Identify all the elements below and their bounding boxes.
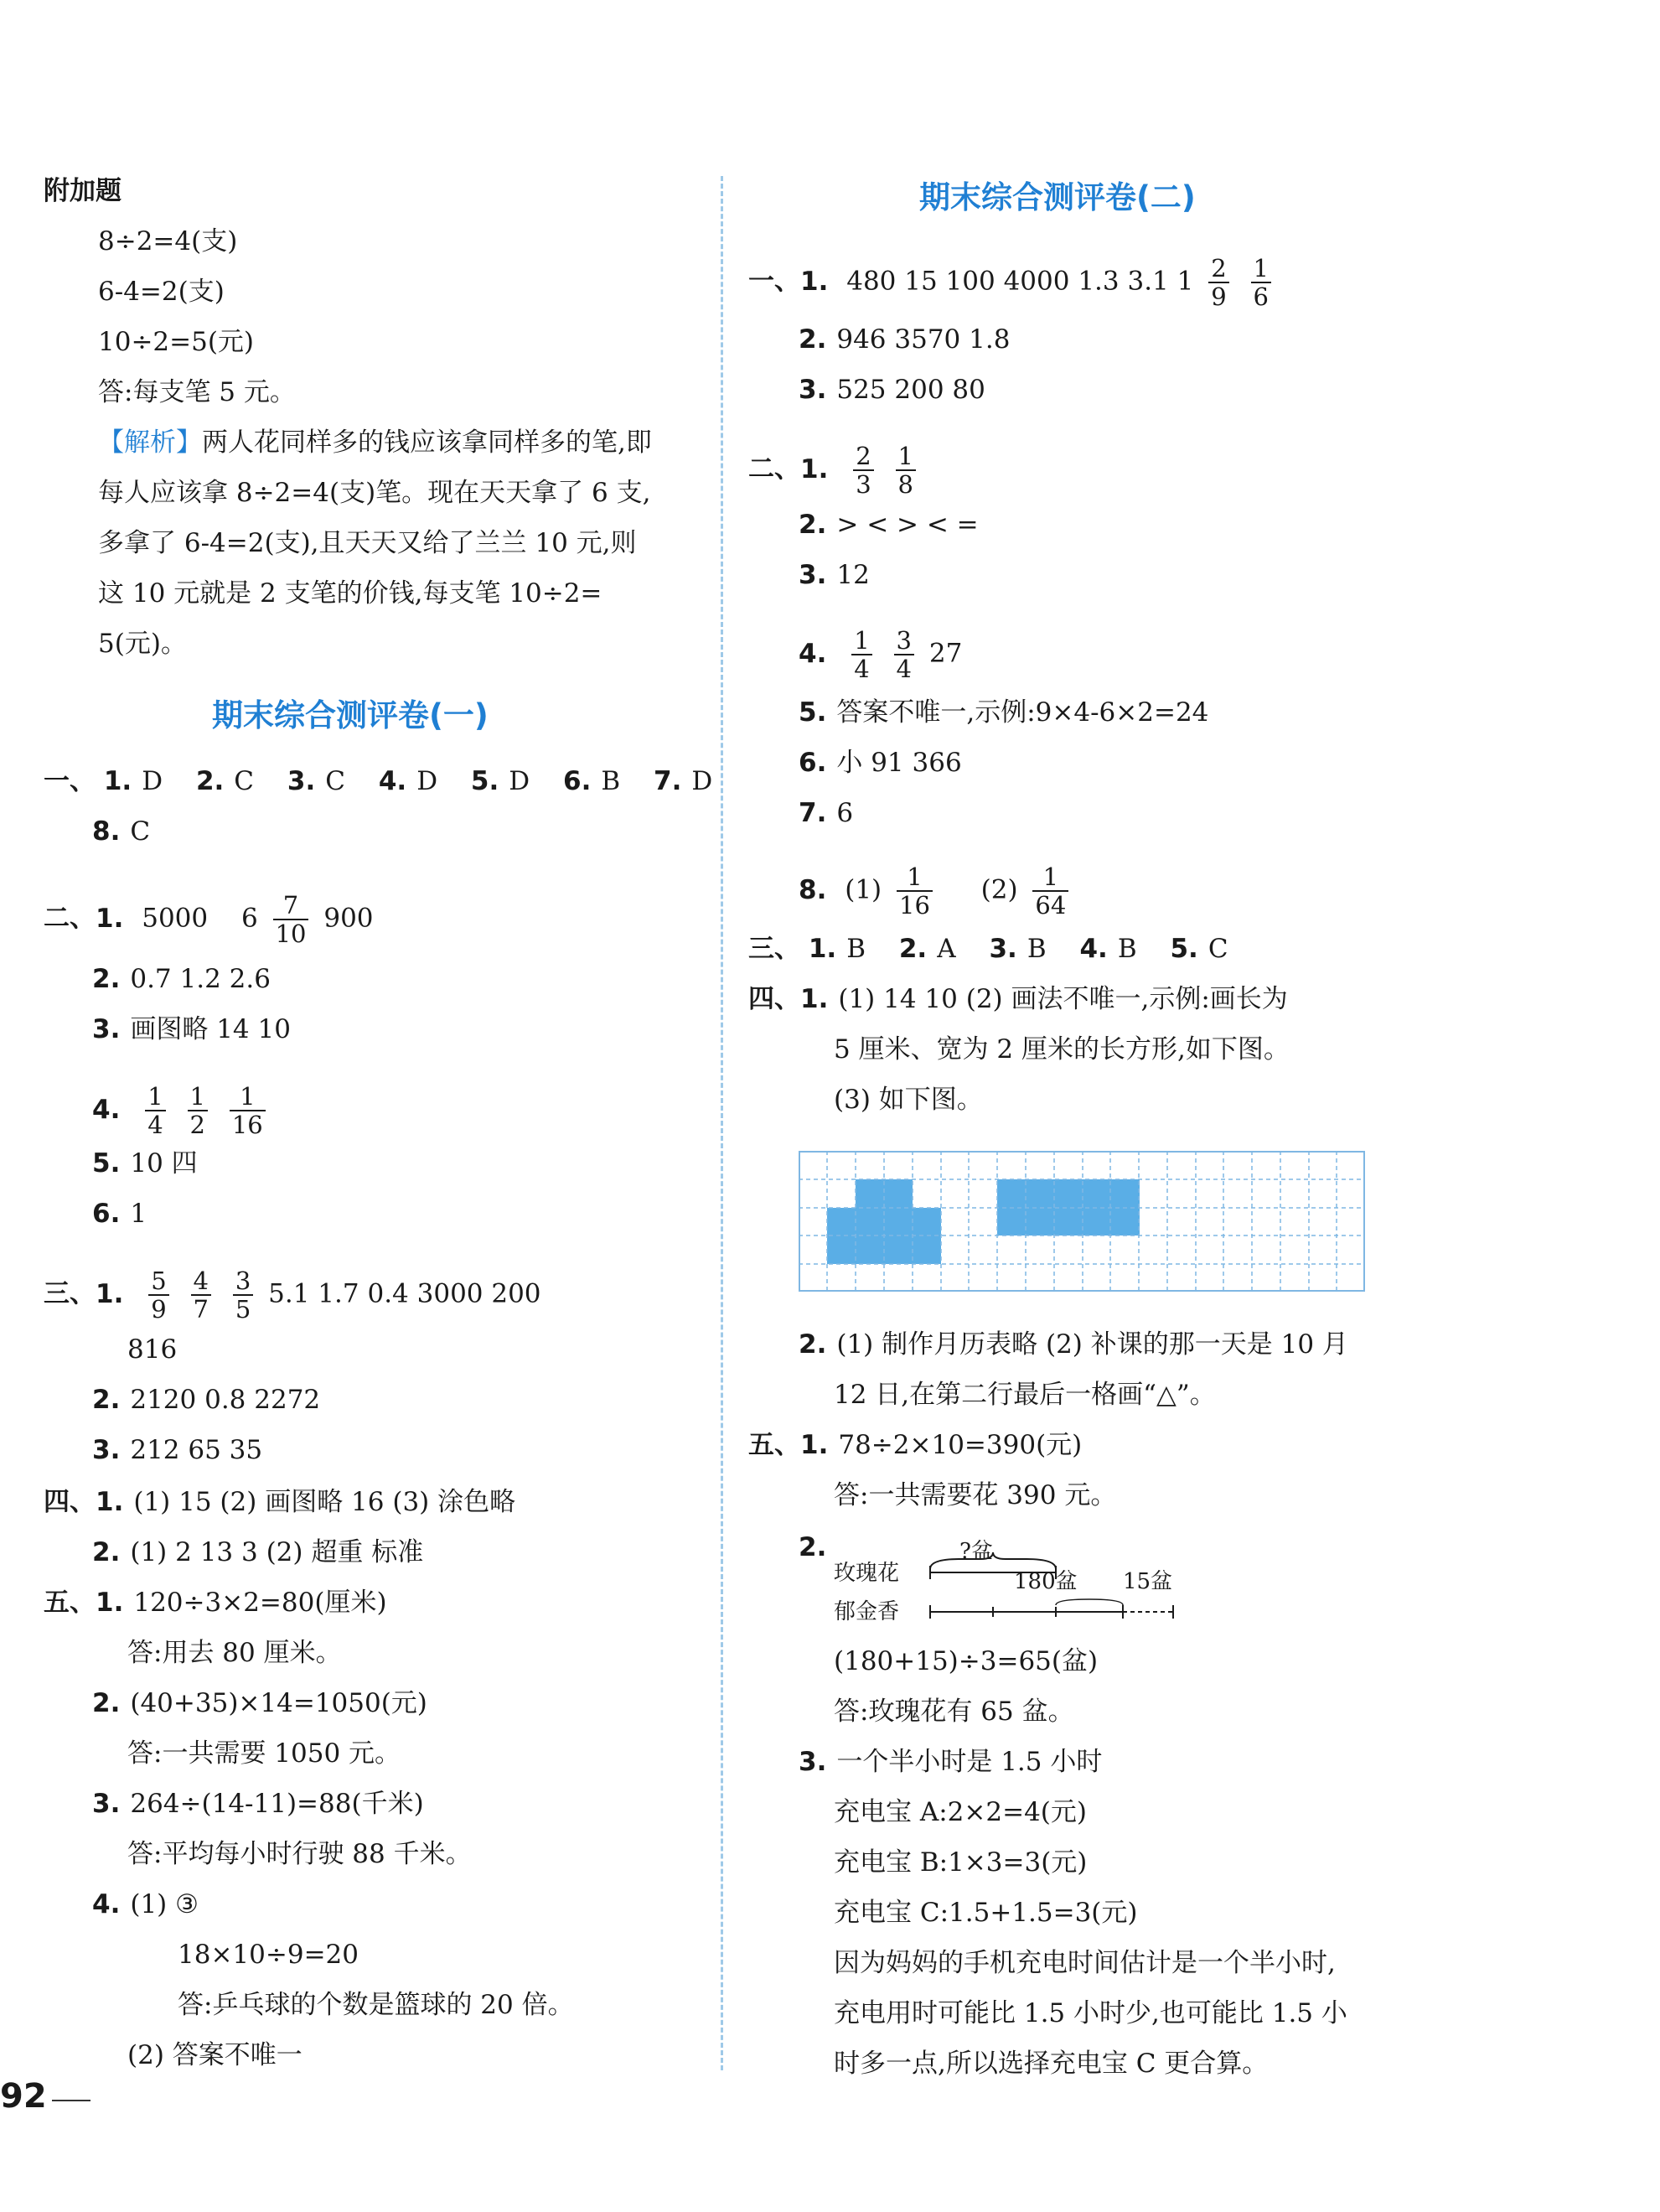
exam2-s5-3-b: 充电宝 B:1×3=3(元): [834, 1847, 1088, 1878]
exam1-s3-1: 三、1. $\frac{5}{9}$ $\frac{4}{7}$ $\frac{3}{5}$ 5.1 1.7 0.4 3000 200: [44, 1267, 541, 1324]
exam2-s2-6: 6. 小 91 366: [799, 748, 962, 778]
exam2-s4-2: 2. (1) 制作月历表略 (2) 补课的那一天是 10 月: [799, 1329, 1348, 1360]
analysis-line-1: 【解析】两人花同样多的钱应该拿同样多的笔,即: [98, 427, 652, 458]
exam2-s5-2-number: 2.: [799, 1532, 827, 1562]
fraction: $\frac{1}{16}$: [897, 863, 933, 919]
fraction: $\frac{2}{9}$: [1208, 255, 1228, 310]
fraction: $\frac{4}{7}$: [191, 1267, 211, 1323]
exam1-s5-4-calc: 18×10÷9=20: [178, 1940, 359, 1970]
exam1-s5-4-answer: 答:乒乓球的个数是篮球的 20 倍。: [178, 1990, 574, 2020]
exam2-s5-3-reason-2: 充电用时可能比 1.5 小时少,也可能比 1.5 小: [834, 1998, 1347, 2028]
fraction: $\frac{2}{3}$: [853, 443, 873, 498]
exam2-s2-8: 8. (1) $\frac{1}{16}$ (2) $\frac{1}{64}$: [799, 863, 1075, 919]
extra-line-3: 10÷2=5(元): [98, 327, 255, 357]
exam2-s2-3: 3. 12: [799, 560, 870, 590]
exam2-s5-1-answer: 答:一共需要花 390 元。: [834, 1480, 1117, 1510]
analysis-line-5: 5(元)。: [98, 629, 187, 659]
fraction: $\frac{7}{10}$: [273, 892, 309, 947]
exam2-s2-7: 7. 6: [799, 798, 854, 828]
exam2-s1-2: 2. 946 3570 1.8: [799, 324, 1011, 355]
exam1-s2-5: 5. 10 四: [92, 1148, 198, 1179]
exam1-s5-1: 五、1. 120÷3×2=80(厘米): [44, 1588, 387, 1618]
fraction: $\frac{1}{8}$: [896, 443, 916, 498]
fraction: $\frac{1}{4}$: [851, 627, 871, 682]
diagram-question-label: ?盆: [959, 1539, 993, 1564]
exam2-s1-1: 一、1. 480 15 100 4000 1.3 3.1 1 $\frac{2}{9}$ $\frac{1}{6}$: [748, 255, 1278, 310]
exam1-title: 期末综合测评卷(一): [212, 697, 489, 733]
exam2-s5-3-c: 充电宝 C:1.5+1.5=3(元): [834, 1898, 1138, 1928]
exam2-s4-1-cont: 5 厘米、宽为 2 厘米的长方形,如下图。: [834, 1034, 1290, 1065]
analysis-line-2: 每人应该拿 8÷2=4(支)笔。现在天天拿了 6 支,: [98, 478, 651, 508]
exam1-s4-1: 四、1. (1) 15 (2) 画图略 16 (3) 涂色略: [44, 1487, 516, 1517]
diagram-tulip-label: 郁金香: [834, 1599, 900, 1624]
exam1-s5-3-answer: 答:平均每小时行驶 88 千米。: [127, 1839, 472, 1869]
fraction: $\frac{3}{5}$: [233, 1267, 253, 1323]
diagram-length-label: 180盆: [1014, 1569, 1078, 1594]
exam2-s1-3: 3. 525 200 80: [799, 375, 985, 405]
exam1-s2-2: 2. 0.7 1.2 2.6: [92, 964, 271, 994]
page-number: 92: [0, 2077, 47, 2116]
extra-line-4: 答:每支笔 5 元。: [98, 377, 296, 407]
exam1-s5-3: 3. 264÷(14-11)=88(千米): [92, 1789, 424, 1819]
exam1-s2-6: 6. 1: [92, 1199, 147, 1229]
exam2-s5-3-reason-3: 时多一点,所以选择充电宝 C 更合算。: [834, 2049, 1269, 2079]
exam2-s2-5: 5. 答案不唯一,示例:9×4-6×2=24: [799, 697, 1209, 728]
exam1-s2-3: 3. 画图略 14 10: [92, 1014, 291, 1044]
grid-figure: [799, 1151, 1365, 1292]
exam2-s5-1: 五、1. 78÷2×10=390(元): [748, 1430, 1083, 1460]
fraction: $\frac{1}{64}$: [1032, 863, 1068, 919]
exam1-s5-2-answer: 答:一共需要 1050 元。: [127, 1738, 401, 1769]
diagram-lines: [834, 1534, 1186, 1626]
exam1-s3-2: 2. 2120 0.8 2272: [92, 1385, 321, 1415]
extra-heading: 附加题: [44, 176, 122, 206]
exam1-s3-3: 3. 212 65 35: [92, 1435, 263, 1465]
exam1-s5-1-answer: 答:用去 80 厘米。: [127, 1638, 342, 1668]
exam2-s4-1-part3: (3) 如下图。: [834, 1085, 983, 1115]
diagram-extra-label: 15盆: [1123, 1569, 1173, 1594]
analysis-line-3: 多拿了 6-4=2(支),且天天又给了兰兰 10 元,则: [98, 528, 637, 558]
exam2-s2-1: 二、1. $\frac{2}{3}$ $\frac{1}{8}$: [748, 443, 923, 498]
exam2-s4-1: 四、1. (1) 14 10 (2) 画法不唯一,示例:画长为: [748, 984, 1288, 1014]
fraction: $\frac{3}{4}$: [894, 627, 914, 682]
exam1-s1-row2: 8. C: [92, 816, 151, 847]
diagram-rose-label: 玫瑰花: [834, 1561, 900, 1586]
exam1-s1-row1: 一、 1. D 2. C 3. C 4. D 5. D 6. B 7. D: [44, 766, 713, 796]
exam2-s5-3-a: 充电宝 A:2×2=4(元): [834, 1797, 1087, 1827]
exam2-s5-3-reason-1: 因为妈妈的手机充电时间估计是一个半小时,: [834, 1948, 1336, 1978]
exam2-s5-2-answer: 答:玫瑰花有 65 盆。: [834, 1697, 1074, 1727]
exam2-s2-4: 4. $\frac{1}{4}$ $\frac{3}{4}$ 27: [799, 626, 963, 683]
exam1-s3-1-cont: 816: [127, 1334, 178, 1365]
exam2-s5-3: 3. 一个半小时是 1.5 小时: [799, 1747, 1103, 1777]
fraction: $\frac{1}{6}$: [1251, 255, 1271, 310]
segment-diagram: [834, 1534, 1186, 1626]
exam1-s4-2: 2. (1) 2 13 3 (2) 超重 标准: [92, 1537, 424, 1567]
exam2-s3: 三、 1. B 2. A 3. B 4. B 5. C: [748, 934, 1228, 964]
exam1-s5-4: 4. (1) ③: [92, 1889, 199, 1919]
exam1-s2-4: 4. $\frac{1}{4}$ $\frac{1}{2}$ $\frac{1}{16}$: [92, 1083, 272, 1138]
analysis-line-4: 这 10 元就是 2 支笔的价钱,每支笔 10÷2=: [98, 578, 602, 609]
exam1-s2-1: 二、1. 5000 6 $\frac{7}{10}$ 900: [44, 891, 374, 948]
fraction: $\frac{5}{9}$: [148, 1267, 168, 1323]
exam2-s4-2-cont: 12 日,在第二行最后一格画“△”。: [834, 1380, 1216, 1410]
fraction: $\frac{1}{2}$: [188, 1083, 208, 1138]
exam2-s2-2: 2. > < > < =: [799, 510, 979, 540]
exam1-s5-4-part2: (2) 答案不唯一: [127, 2040, 303, 2070]
page-number-rule: [52, 2100, 90, 2101]
extra-line-2: 6-4=2(支): [98, 277, 225, 307]
exam1-s5-2: 2. (40+35)×14=1050(元): [92, 1688, 427, 1718]
fraction: $\frac{1}{16}$: [230, 1083, 266, 1138]
exam2-title: 期末综合测评卷(二): [919, 179, 1196, 215]
fraction: $\frac{1}{4}$: [145, 1083, 165, 1138]
analysis-tag: 【解析】: [98, 427, 202, 458]
exam2-s5-2-calc: (180+15)÷3=65(盆): [834, 1646, 1099, 1676]
extra-line-1: 8÷2=4(支): [98, 226, 238, 256]
column-divider: [721, 176, 723, 2070]
